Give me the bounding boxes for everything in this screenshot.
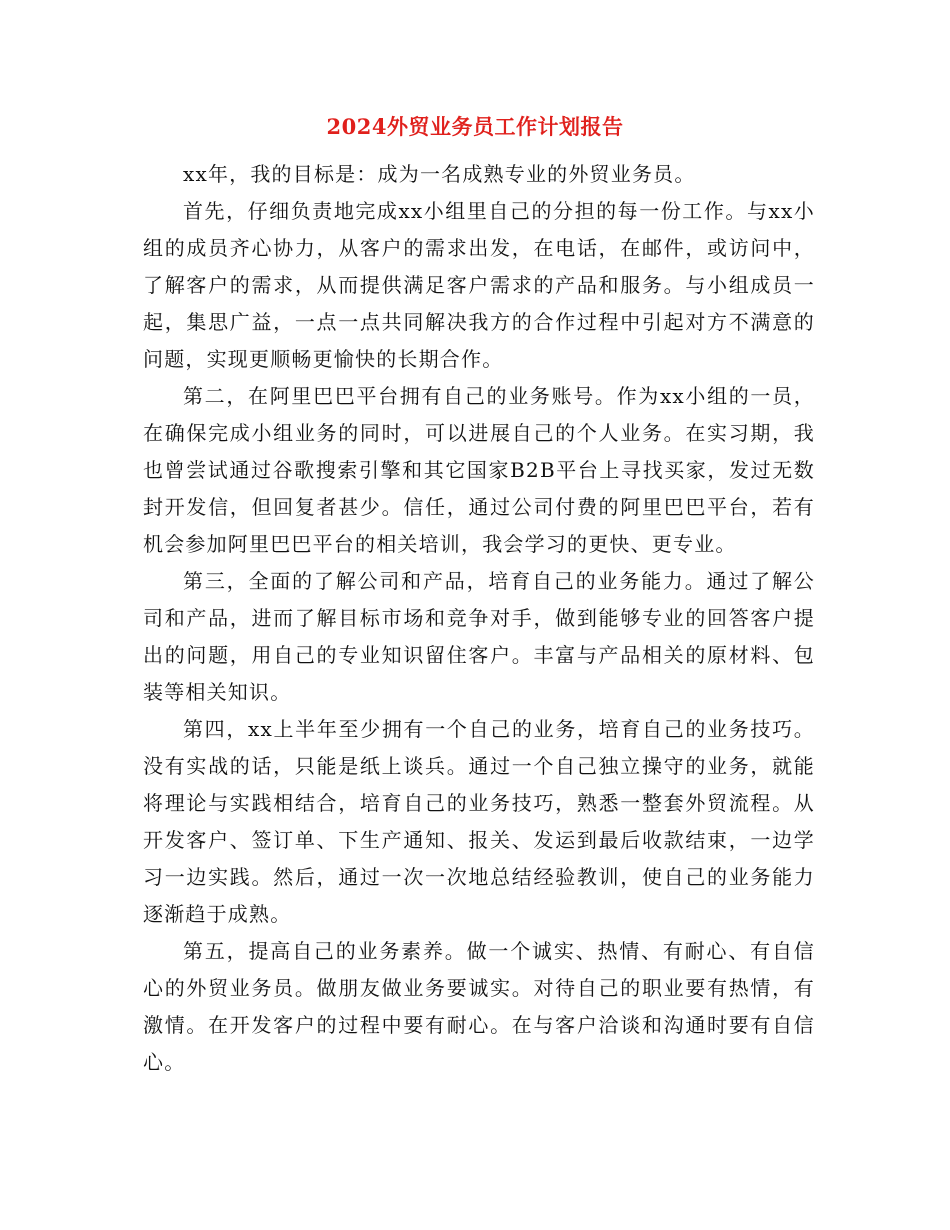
paragraph-second: 第二，在阿里巴巴平台拥有自己的业务账号。作为xx小组的一员，在确保完成小组业务的同时，可以进展自己的个人业务。在实习期，我也曾尝试通过谷歌搜索引擎和其它国家B2B平台上寻找买家，发过无数封开发信，但回复者甚少。信任，通过公司付费的阿里巴巴平台，若有机会参加阿里巴巴平台的相关培训，我会学习的更快、更专业。: [143, 384, 815, 556]
paragraph-fifth: 第五，提高自己的业务素养。做一个诚实、热情、有耐心、有自信心的外贸业务员。做朋友做业务要诚实。对待自己的职业要有热情，有激情。在开发客户的过程中要有耐心。在与客户洽谈和沟通时要有自信心。: [143, 939, 815, 1074]
document-title: 2024外贸业务员工作计划报告: [326, 114, 624, 139]
document-body: [143, 156, 815, 1081]
paragraph-third: 第三，全面的了解公司和产品，培育自己的业务能力。通过了解公司和产品，进而了解目标市场和竞争对手，做到能够专业的回答客户提出的问题，用自己的专业知识留住客户。丰富与产品相关的原材料、包装等相关知识。: [143, 569, 815, 704]
paragraph-goal: xx年，我的目标是：成为一名成熟专业的外贸业务员。: [183, 162, 696, 186]
paragraph-fourth: 第四，xx上半年至少拥有一个自己的业务，培育自己的业务技巧。没有实战的话，只能是纸上谈兵。通过一个自己独立操守的业务，就能将理论与实践相结合，培育自己的业务技巧，熟悉一整套外贸流程。从开发客户、签订单、下生产通知、报关、发运到最后收款结束，一边学习一边实践。然后，通过一次一次地总结经验教训，使自己的业务能力逐渐趋于成熟。: [143, 717, 815, 926]
paragraph-first: 首先，仔细负责地完成xx小组里自己的分担的每一份工作。与xx小组的成员齐心协力，从客户的需求出发，在电话，在邮件，或访问中，了解客户的需求，从而提供满足客户需求的产品和服务。与小组成员一起，集思广益，一点一点共同解决我方的合作过程中引起对方不满意的问题，实现更顺畅更愉快的长期合作。: [143, 199, 815, 371]
